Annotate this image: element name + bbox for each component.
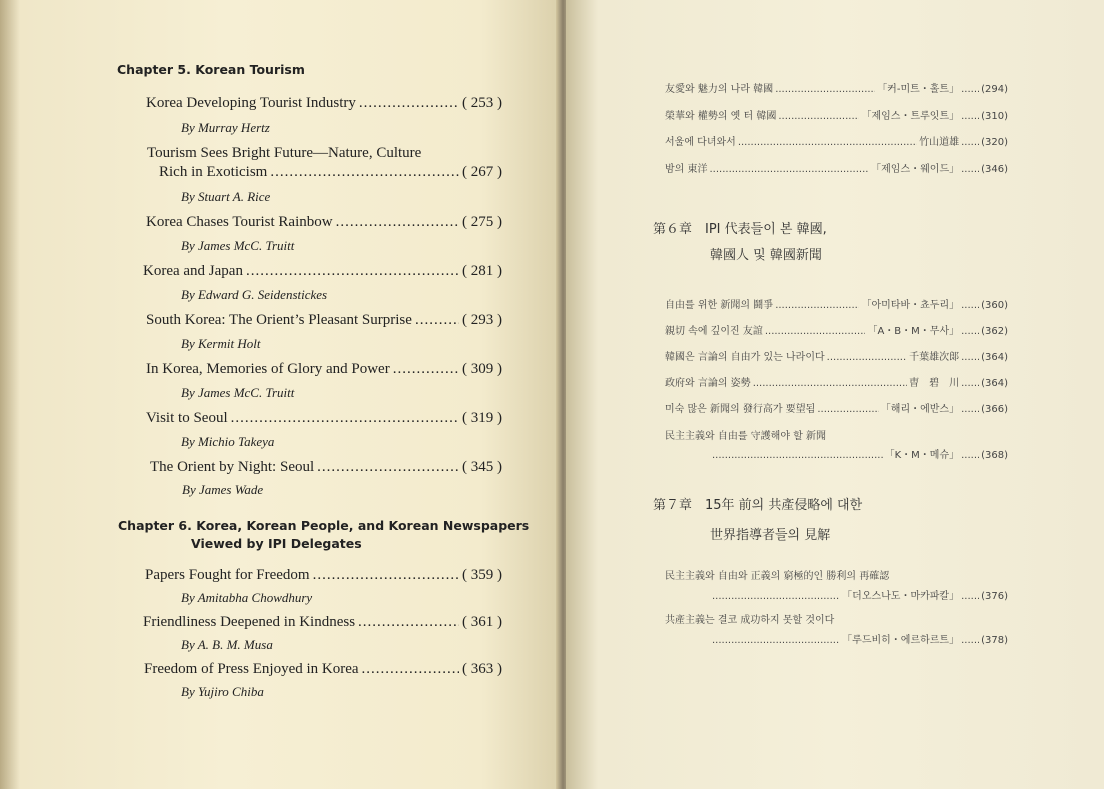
k-entry-title: 榮華와 權勢의 옛 터 韓國: [665, 111, 777, 122]
leader-dots: [358, 614, 459, 631]
leader-dots: [961, 352, 979, 363]
leader-dots: [961, 326, 979, 337]
entry-author: By Kermit Holt: [181, 336, 261, 351]
entry-title: Papers Fought for Freedom: [145, 567, 310, 583]
leader-dots: [712, 635, 840, 646]
k-entry-title: 友愛와 魅力의 나라 韓國: [665, 84, 774, 95]
entry-page: ( 253 ): [462, 95, 502, 111]
k-entry-author: 曺 碧 川: [909, 378, 960, 389]
k-entry-author: 「K・M・메슈」: [884, 450, 960, 461]
k-entry-2: [665, 107, 1008, 122]
entry-title: Korea and Japan: [143, 263, 243, 279]
k-entry-author: 「제임스・트루잇트」: [861, 111, 960, 122]
toc-entry-2: [159, 164, 502, 181]
entry-page: ( 275 ): [462, 214, 502, 230]
k-entry-1: [665, 80, 1008, 95]
entry-title: Korea Developing Tourist Industry: [146, 95, 356, 111]
k-entry-author: 「A・B・M・무사」: [867, 326, 960, 337]
k-entry-author: 「해리・에반스」: [880, 404, 960, 415]
leader-dots: [231, 410, 459, 427]
k-entry-page: (362): [981, 326, 1008, 337]
k-entry-11-title: 民主主義와 自由와 正義의 窮極的인 勝利의 再確認: [665, 571, 890, 582]
leader-dots: [961, 137, 979, 148]
entry-page: ( 345 ): [462, 459, 502, 475]
toc-entry-5: [146, 312, 502, 329]
leader-dots: [393, 361, 459, 378]
k-entry-10-title: 民主主義와 自由를 守護해야 할 新聞: [665, 431, 827, 442]
entry-author: By A. B. M. Musa: [181, 637, 273, 652]
k-entry-page: (346): [981, 164, 1008, 175]
k-entry-8: [665, 374, 1008, 389]
k-entry-title: 미숙 많은 新聞의 發行高가 要望됨: [665, 404, 816, 415]
chapter-7-korean-line2: 世界指導者들의 見解: [710, 528, 831, 543]
toc-entry-4: [143, 263, 502, 280]
toc-entry-1: [146, 95, 502, 112]
chapter-5-heading: Chapter 5. Korean Tourism: [117, 62, 305, 77]
chapter-6-korean-line1: 第６章 IPI 代表들이 본 韓國,: [653, 222, 827, 237]
k-entry-page: (310): [981, 111, 1008, 122]
chapter-6-heading-line1: Chapter 6. Korea, Korean People, and Korean Newspapers: [118, 518, 530, 533]
leader-dots: [961, 300, 979, 311]
k-entry-author: 「제임스・웨이드」: [871, 164, 960, 175]
leader-dots: [775, 84, 875, 95]
k-entry-page: (320): [981, 137, 1008, 148]
k-entry-title: 政府와 言論의 姿勢: [665, 378, 751, 389]
k-entry-page: (368): [981, 450, 1008, 461]
leader-dots: [317, 459, 459, 476]
leader-dots: [961, 164, 979, 175]
leader-dots: [270, 164, 459, 181]
entry-page: ( 267 ): [462, 164, 502, 180]
entry-page: ( 363 ): [462, 661, 502, 677]
k-entry-5: [665, 296, 1008, 311]
k-entry-page: (364): [981, 378, 1008, 389]
leader-dots: [961, 84, 979, 95]
leader-dots: [712, 450, 883, 461]
k-entry-author: 「더오스나도・마카파칼」: [842, 591, 960, 602]
k-entry-3: [665, 133, 1008, 148]
entry-title: In Korea, Memories of Glory and Power: [146, 361, 390, 377]
k-entry-7: [665, 348, 1008, 363]
leader-dots: [961, 378, 979, 389]
entry-author: By James Wade: [182, 482, 264, 497]
k-entry-page: (294): [981, 84, 1008, 95]
toc-entry-8: [150, 459, 502, 476]
toc-entry-10: [143, 614, 502, 631]
k-entry-6: [665, 322, 1008, 337]
k-entry-12-title: 共產主義는 결코 成功하지 못할 것이다: [665, 615, 835, 626]
entry-title: Visit to Seoul: [146, 410, 228, 426]
entry-author: By Edward G. Seidenstickes: [181, 287, 328, 302]
k-entry-page: (364): [981, 352, 1008, 363]
k-entry-page: (360): [981, 300, 1008, 311]
leader-dots: [765, 326, 866, 337]
toc-entry-9: [145, 567, 502, 584]
page-edge-shadow: [0, 0, 20, 789]
entry-title: The Orient by Night: Seoul: [150, 459, 315, 475]
toc-entry-11: [144, 661, 502, 678]
entry-author: By Michio Takeya: [181, 434, 275, 449]
entry-page: ( 309 ): [462, 361, 502, 377]
chapter-6-korean-line2: 韓國人 및 韓國新聞: [710, 248, 822, 263]
leader-dots: [359, 95, 459, 112]
k-entry-title: 밤의 東洋: [665, 164, 708, 175]
toc-entry-7: [146, 410, 502, 427]
k-entry-page: (366): [981, 404, 1008, 415]
entry-author: By Yujiro Chiba: [181, 684, 264, 699]
entry-page: ( 359 ): [462, 567, 502, 583]
right-page: [566, 0, 1104, 789]
leader-dots: [778, 111, 859, 122]
chapter-6-heading-line2: Viewed by IPI Delegates: [191, 536, 362, 551]
entry-author: By James McC. Truitt: [181, 238, 295, 253]
chapter-7-korean-line1: 第７章 15年 前의 共產侵略에 대한: [653, 498, 863, 513]
leader-dots: [961, 591, 979, 602]
entry-title: South Korea: The Orient’s Pleasant Surprise: [146, 312, 412, 328]
k-entry-11: [710, 587, 1008, 602]
entry-author: By Stuart A. Rice: [181, 189, 271, 204]
k-entry-9: [665, 400, 1008, 415]
entry-author: By Amitabha Chowdhury: [181, 590, 313, 605]
leader-dots: [336, 214, 459, 231]
k-entry-title: 서울에 다녀와서: [665, 137, 736, 148]
entry-page: ( 319 ): [462, 410, 502, 426]
k-entry-12: [710, 631, 1008, 646]
entry-author: By Murray Hertz: [181, 120, 270, 135]
entry-author: By James McC. Truitt: [181, 385, 295, 400]
k-entry-author: 「커-미트・홀트」: [877, 84, 960, 95]
k-entry-author: 「아미타바・쵸두리」: [861, 300, 960, 311]
leader-dots: [961, 404, 979, 415]
entry-page: ( 361 ): [462, 614, 502, 630]
k-entry-title: 韓國은 言論의 自由가 있는 나라이다: [665, 352, 825, 363]
leader-dots: [313, 567, 459, 584]
k-entry-author: 竹山道雄: [919, 137, 960, 148]
k-entry-title: 親切 속에 깊이진 友誼: [665, 326, 763, 337]
leader-dots: [710, 164, 870, 175]
leader-dots: [817, 404, 878, 415]
k-entry-4: [665, 160, 1008, 175]
leader-dots: [362, 661, 459, 678]
leader-dots: [775, 300, 859, 311]
leader-dots: [961, 111, 979, 122]
k-entry-10: [710, 446, 1008, 461]
leader-dots: [961, 450, 979, 461]
entry-page: ( 281 ): [462, 263, 502, 279]
leader-dots: [712, 591, 840, 602]
toc-entry-3: [146, 214, 502, 231]
k-entry-page: (378): [981, 635, 1008, 646]
k-entry-author: 千葉雄次郞: [909, 352, 960, 363]
entry-title: Rich in Exoticism: [159, 164, 268, 180]
k-entry-author: 「루드비히・에르하르트」: [842, 635, 960, 646]
toc-entry-2-line1: Tourism Sees Bright Future—Nature, Culture: [147, 145, 422, 161]
leader-dots: [753, 378, 907, 389]
entry-title: Freedom of Press Enjoyed in Korea: [144, 661, 359, 677]
k-entry-title: 自由를 위한 新聞의 鬪爭: [665, 300, 774, 311]
leader-dots: [415, 312, 459, 329]
entry-title: Friendliness Deepened in Kindness: [143, 614, 356, 630]
k-entry-page: (376): [981, 591, 1008, 602]
toc-entry-6: [146, 361, 502, 378]
entry-page: ( 293 ): [462, 312, 502, 328]
leader-dots: [827, 352, 907, 363]
entry-title: Korea Chases Tourist Rainbow: [146, 214, 333, 230]
leader-dots: [961, 635, 979, 646]
leader-dots: [738, 137, 917, 148]
leader-dots: [246, 263, 459, 280]
